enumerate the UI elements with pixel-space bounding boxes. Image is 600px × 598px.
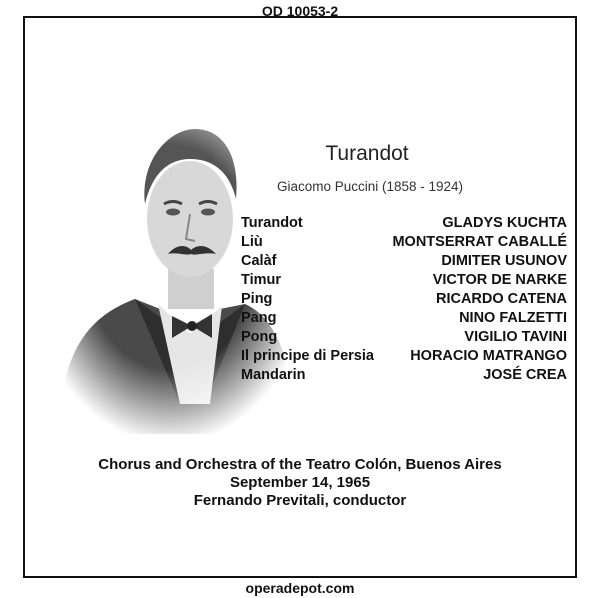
role-name: Ping	[241, 291, 273, 307]
catalog-number: OD 10053-2	[261, 3, 339, 19]
cast-row	[241, 366, 567, 385]
cast-row	[241, 347, 567, 366]
cast-row	[241, 233, 567, 252]
singer-name: RICARDO CATENA	[435, 291, 567, 307]
singer-name: DIMITER USUNOV	[441, 253, 567, 269]
website-link[interactable]: operadepot.com	[245, 580, 355, 596]
date-line: September 14, 1965	[229, 474, 371, 491]
cast-list	[241, 214, 567, 385]
conductor-line: Fernando Previtali, conductor	[193, 492, 407, 509]
singer-name: MONTSERRAT CABALLÉ	[392, 234, 567, 250]
singer-name: HORACIO MATRANGO	[410, 348, 567, 364]
singer-name: VICTOR DE NARKE	[432, 272, 567, 288]
role-name: Il principe di Persia	[241, 348, 374, 364]
singer-name: NINO FALZETTI	[459, 310, 567, 326]
role-name: Pang	[241, 310, 277, 326]
role-name: Pong	[241, 329, 278, 345]
role-name: Mandarin	[241, 367, 306, 383]
cast-row	[241, 252, 567, 271]
role-name: Calàf	[241, 253, 277, 269]
role-name: Timur	[241, 272, 282, 288]
role-name: Turandot	[241, 215, 303, 231]
opera-title: Turandot	[325, 142, 409, 165]
cast-row	[241, 309, 567, 328]
role-name: Liù	[241, 234, 263, 250]
ensemble-line: Chorus and Orchestra of the Teatro Colón, Buenos Aires	[98, 456, 502, 473]
cast-row	[241, 290, 567, 309]
cast-row	[241, 271, 567, 290]
singer-name: VIGILIO TAVINI	[464, 329, 567, 345]
cast-row	[241, 214, 567, 233]
singer-name: JOSÉ CREA	[483, 367, 567, 383]
composer-line: Giacomo Puccini (1858 - 1924)	[276, 179, 464, 194]
performance-credits	[0, 456, 600, 510]
cast-row	[241, 328, 567, 347]
singer-name: GLADYS KUCHTA	[442, 215, 567, 231]
